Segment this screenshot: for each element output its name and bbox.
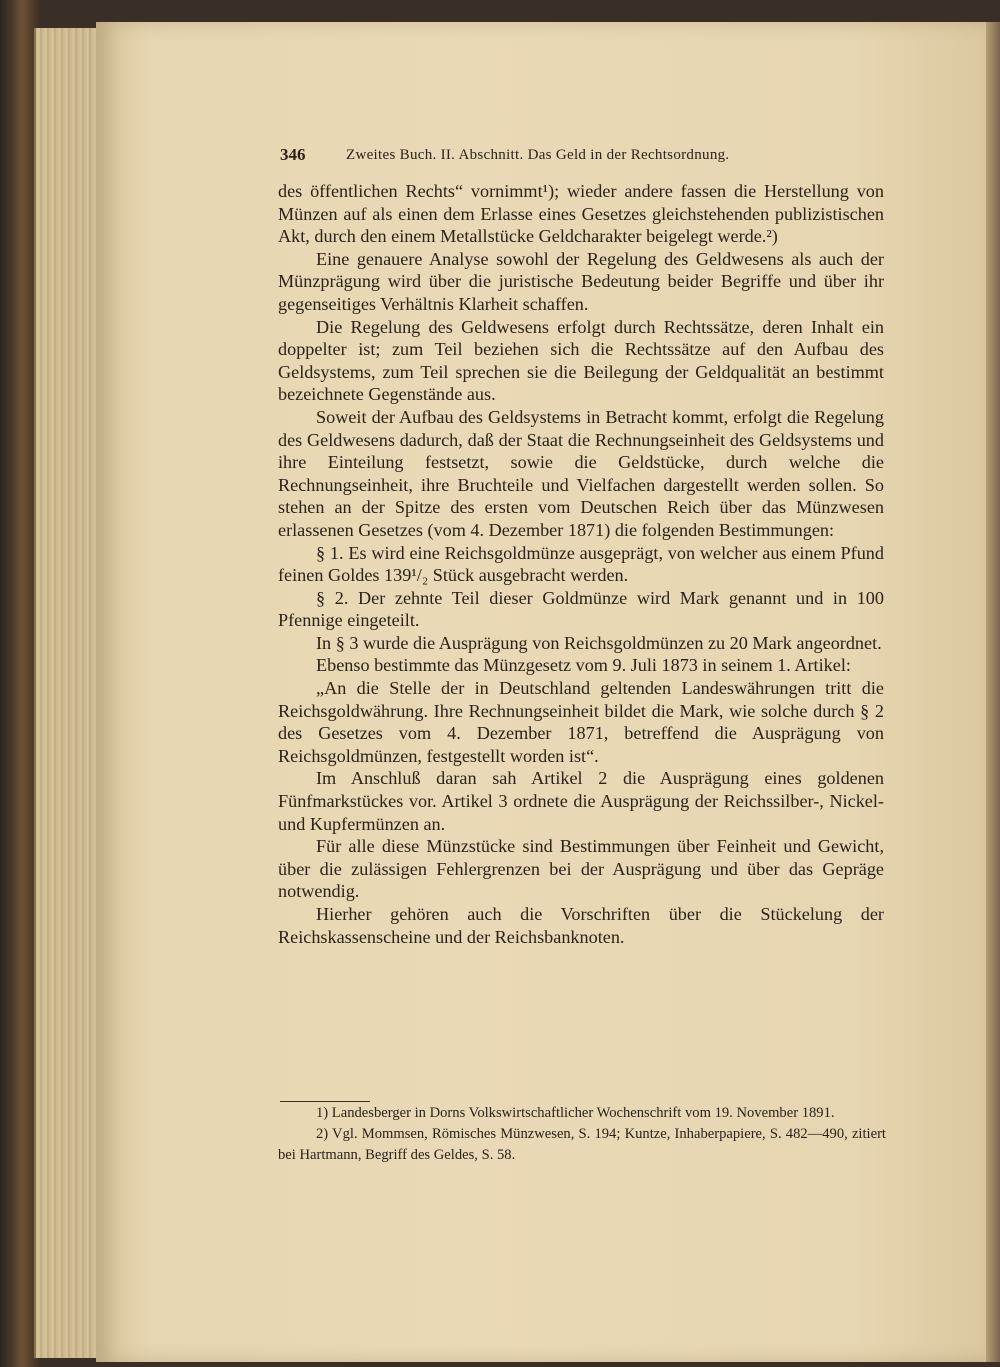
paragraph-4: Soweit der Aufbau des Geldsystems in Betracht kommt, erfolgt die Regelung des Geldwesens dadurch, daß der Staat die Rechnungseinheit des Geldsystems und ihre Einteilung festsetzt, sowie die Geldstücke, durch welche die Rechnungseinheit, ihre Bruchteile und Vielfachen dargestellt werden sollen. So stehen an der Spitze des ersten vom Deutschen Reich über das Münzwesen erlassenen Gesetzes (vom 4. Dezember 1871) die folgenden Bestimmungen:: [278, 406, 884, 540]
paragraph-8: Für alle diese Münzstücke sind Bestimmungen über Feinheit und Gewicht, über die zulässigen Fehlergrenzen bei der Ausprägung und über das Gepräge notwendig.: [278, 836, 884, 902]
paragraph-5: In § 3 wurde die Ausprägung von Reichsgoldmünzen zu 20 Mark angeordnet.: [316, 632, 882, 653]
page-right-edge: [986, 22, 1000, 1362]
law-quote: „An die Stelle der in Deutschland geltenden Landeswährungen tritt die Reichsgoldwährung. Ihre Rechnungseinheit bildet die Mark, wie solche durch § 2 des Gesetzes vom 4. Dezember 1871, betreffend die Ausprägung von Reichsgoldmünzen, festgestellt worden ist“.: [278, 678, 884, 766]
paragraph-3: Die Regelung des Geldwesens erfolgt durch Rechtssätze, deren Inhalt ein doppelter ist; zum Teil beziehen sich die Rechtssätze auf den Aufbau des Geldsystems, zum Teil sprechen sie die Beilegung der Geldqualität an bestimmt bezeichnete Gegenstände aus.: [278, 316, 884, 405]
footnote-1: 1) Landesberger in Dorns Volkswirtschaftlicher Wochenschrift vom 19. November 1891.: [316, 1105, 835, 1121]
running-head: [280, 145, 880, 169]
law-section-2: § 2. Der zehnte Teil dieser Goldmünze wird Mark genannt und in 100 Pfennige eingeteilt.: [278, 587, 884, 631]
main-text: [278, 180, 884, 948]
paragraph-7: Im Anschluß daran sah Artikel 2 die Ausprägung eines goldenen Fünfmarkstückes vor. Artikel 3 ordnete die Ausprägung der Reichssilber-, Nickel- und Kupfermünzen an.: [278, 768, 884, 834]
running-title: Zweites Buch. II. Abschnitt. Das Geld in der Rechtsordnung.: [346, 147, 730, 163]
paragraph-6: Ebenso bestimmte das Münzgesetz vom 9. Juli 1873 in seinem 1. Artikel:: [316, 655, 851, 676]
footnotes: [278, 1103, 886, 1166]
footnote-2: 2) Vgl. Mommsen, Römisches Münzwesen, S. 194; Kuntze, Inhaberpapiere, S. 482—490, zitiert bei Hartmann, Begriff des Geldes, S. 58.: [278, 1126, 886, 1163]
paragraph-1: des öffentlichen Rechts“ vornimmt¹); wieder andere fassen die Herstellung von Münzen auf als einen dem Erlasse eines Gesetzes gleichstehenden publizistischen Akt, durch den einem Metallstücke Geldcharakter beigelegt werde.²): [278, 181, 884, 247]
law-section-1: § 1. Es wird eine Reichsgoldmünze ausgeprägt, von welcher aus einem Pfund feinen Goldes 139¹/₂ Stück ausgebracht werden.: [278, 542, 884, 586]
paragraph-9: Hierher gehören auch die Vorschriften über die Stückelung der Reichskassenscheine und der Reichsbanknoten.: [278, 904, 884, 947]
footnote-rule: [280, 1101, 370, 1102]
paragraph-2: Eine genauere Analyse sowohl der Regelung des Geldwesens als auch der Münzprägung wird über die juristische Bedeutung beider Begriffe und über ihr gegenseitiges Verhältnis Klarheit schaffen.: [278, 248, 884, 314]
page-number: 346: [280, 145, 306, 164]
